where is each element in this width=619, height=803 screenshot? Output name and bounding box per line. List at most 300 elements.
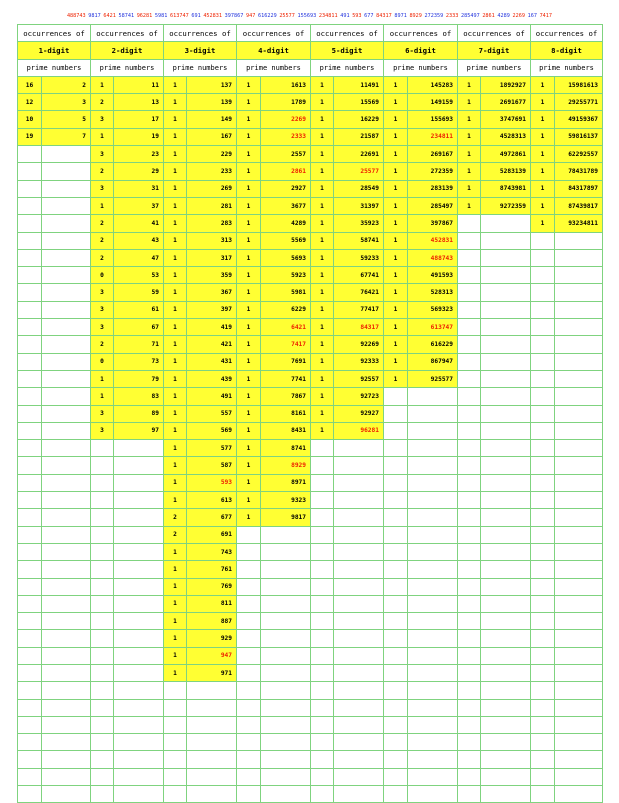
prime-number-cell: 269 [187, 180, 237, 197]
prime-number-cell: 419 [187, 319, 237, 336]
header-occurrences: occurrences of [384, 25, 458, 42]
empty-cell [334, 474, 384, 491]
empty-cell [42, 440, 91, 457]
top-number: 677 [364, 13, 374, 19]
prime-number-cell: 31397 [334, 197, 384, 214]
occurrence-count-cell: 1 [458, 94, 481, 111]
empty-cell [458, 405, 481, 422]
prime-number-cell: 59233 [334, 249, 384, 266]
empty-cell [458, 440, 481, 457]
occurrence-count-cell: 1 [237, 163, 261, 180]
occurrence-count-cell: 1 [384, 370, 408, 387]
empty-cell [42, 751, 91, 768]
occurrence-count-cell: 1 [164, 457, 187, 474]
table-row [18, 180, 603, 197]
empty-cell [311, 699, 334, 716]
occurrence-count-cell: 2 [164, 509, 187, 526]
empty-cell [384, 578, 408, 595]
empty-cell [334, 786, 384, 803]
empty-cell [458, 267, 481, 284]
top-number: 6421 [103, 13, 116, 19]
table-row [18, 111, 603, 128]
prime-number-cell: 58741 [334, 232, 384, 249]
empty-cell [531, 301, 555, 318]
table-row [18, 716, 603, 733]
empty-cell [18, 543, 42, 560]
occurrence-count-cell: 1 [311, 163, 334, 180]
table-row [18, 319, 603, 336]
occurrence-count-cell: 0 [91, 353, 114, 370]
empty-cell [91, 440, 114, 457]
occurrence-count-cell: 1 [164, 578, 187, 595]
empty-cell [311, 561, 334, 578]
prime-number-cell: 761 [187, 561, 237, 578]
prime-number-cell: 229 [187, 146, 237, 163]
occurrence-count-cell: 1 [458, 76, 481, 93]
empty-cell [18, 578, 42, 595]
empty-cell [114, 682, 164, 699]
empty-cell [481, 526, 531, 543]
empty-cell [334, 734, 384, 751]
header-prime-numbers: prime numbers [531, 59, 603, 76]
occurrence-count-cell: 2 [91, 215, 114, 232]
prime-number-cell: 971 [187, 664, 237, 681]
empty-cell [42, 232, 91, 249]
empty-cell [42, 180, 91, 197]
occurrence-count-cell: 1 [237, 180, 261, 197]
prime-number-cell: 593 [187, 474, 237, 491]
empty-cell [384, 647, 408, 664]
empty-cell [114, 768, 164, 785]
empty-cell [555, 543, 603, 560]
empty-cell [531, 422, 555, 439]
empty-cell [42, 146, 91, 163]
table-row [18, 699, 603, 716]
empty-cell [334, 457, 384, 474]
empty-cell [114, 543, 164, 560]
occurrence-count-cell: 1 [237, 301, 261, 318]
empty-cell [42, 163, 91, 180]
empty-cell [408, 630, 458, 647]
empty-cell [18, 595, 42, 612]
empty-cell [481, 457, 531, 474]
prime-number-cell: 577 [187, 440, 237, 457]
empty-cell [18, 561, 42, 578]
occurrence-count-cell: 3 [91, 405, 114, 422]
empty-cell [42, 699, 91, 716]
occurrence-count-cell: 1 [384, 180, 408, 197]
empty-cell [237, 768, 261, 785]
prime-number-cell: 1892927 [481, 76, 531, 93]
empty-cell [261, 647, 311, 664]
empty-cell [164, 768, 187, 785]
table-row [18, 405, 603, 422]
empty-cell [384, 457, 408, 474]
prime-number-cell: 78431789 [555, 163, 603, 180]
empty-cell [91, 561, 114, 578]
empty-cell [384, 440, 408, 457]
empty-cell [311, 751, 334, 768]
table-row [18, 526, 603, 543]
empty-cell [42, 664, 91, 681]
prime-number-cell: 569323 [408, 301, 458, 318]
prime-number-cell: 2691677 [481, 94, 531, 111]
empty-cell [18, 613, 42, 630]
prime-number-cell: 7867 [261, 388, 311, 405]
empty-cell [164, 682, 187, 699]
prime-number-cell: 5569 [261, 232, 311, 249]
prime-number-cell: 613747 [408, 319, 458, 336]
prime-number-cell: 9817 [261, 509, 311, 526]
empty-cell [408, 647, 458, 664]
occurrence-count-cell: 1 [311, 405, 334, 422]
empty-cell [91, 509, 114, 526]
top-number: 84317 [376, 13, 392, 19]
empty-cell [531, 457, 555, 474]
empty-cell [261, 613, 311, 630]
occurrence-count-cell: 1 [164, 370, 187, 387]
top-number: 155693 [297, 13, 317, 19]
table-row [18, 647, 603, 664]
top-number: 58741 [118, 13, 135, 19]
empty-cell [42, 630, 91, 647]
prime-number-cell: 8161 [261, 405, 311, 422]
occurrence-count-cell: 1 [384, 111, 408, 128]
empty-cell [18, 336, 42, 353]
occurrence-count-cell: 1 [164, 405, 187, 422]
occurrence-count-cell: 1 [164, 197, 187, 214]
occurrence-count-cell: 2 [91, 336, 114, 353]
occurrence-count-cell: 1 [237, 128, 261, 145]
prime-number-cell: 76421 [334, 284, 384, 301]
empty-cell [261, 561, 311, 578]
empty-cell [531, 613, 555, 630]
empty-cell [42, 647, 91, 664]
empty-cell [408, 526, 458, 543]
prime-number-cell: 71 [114, 336, 164, 353]
empty-cell [91, 768, 114, 785]
occurrence-count-cell: 19 [18, 128, 42, 145]
table-row [18, 561, 603, 578]
empty-cell [458, 232, 481, 249]
top-number: 452831 [203, 13, 223, 19]
empty-cell [481, 370, 531, 387]
prime-number-cell: 281 [187, 197, 237, 214]
top-number: 9817 [88, 13, 101, 19]
empty-cell [334, 716, 384, 733]
prime-number-cell: 769 [187, 578, 237, 595]
prime-number-cell: 811 [187, 595, 237, 612]
prime-number-cell: 691 [187, 526, 237, 543]
header-prime-numbers: prime numbers [164, 59, 237, 76]
occurrence-count-cell: 1 [531, 180, 555, 197]
empty-cell [458, 734, 481, 751]
empty-cell [237, 716, 261, 733]
prime-number-cell: 155693 [408, 111, 458, 128]
occurrence-count-cell: 1 [311, 370, 334, 387]
occurrence-count-cell: 1 [311, 267, 334, 284]
empty-cell [18, 457, 42, 474]
prime-number-cell: 2269 [261, 111, 311, 128]
top-number: 947 [246, 13, 256, 19]
table-row [18, 146, 603, 163]
occurrence-count-cell: 1 [164, 440, 187, 457]
empty-cell [42, 786, 91, 803]
prime-number-cell: 925577 [408, 370, 458, 387]
prime-number-cell: 11 [114, 76, 164, 93]
occurrence-count-cell: 1 [458, 163, 481, 180]
empty-cell [408, 578, 458, 595]
prime-number-cell: 8743981 [481, 180, 531, 197]
empty-cell [311, 768, 334, 785]
prime-number-cell: 145283 [408, 76, 458, 93]
occurrence-count-cell: 1 [531, 146, 555, 163]
prime-number-cell: 61 [114, 301, 164, 318]
table-row [18, 786, 603, 803]
prime-number-cell: 83 [114, 388, 164, 405]
empty-cell [531, 716, 555, 733]
prime-number-cell: 283 [187, 215, 237, 232]
empty-cell [458, 474, 481, 491]
empty-cell [408, 388, 458, 405]
empty-cell [42, 578, 91, 595]
top-number: 397867 [224, 13, 244, 19]
empty-cell [18, 664, 42, 681]
occurrence-count-cell: 1 [384, 336, 408, 353]
empty-cell [555, 370, 603, 387]
occurrence-count-cell: 1 [237, 284, 261, 301]
occurrence-count-cell: 1 [237, 353, 261, 370]
empty-cell [334, 630, 384, 647]
empty-cell [261, 543, 311, 560]
top-number: 4289 [497, 13, 510, 19]
prime-number-cell: 8929 [261, 457, 311, 474]
header-digit-label: 5-digit [311, 42, 384, 59]
empty-cell [481, 716, 531, 733]
header-occurrences: occurrences of [458, 25, 531, 42]
empty-cell [481, 319, 531, 336]
empty-cell [408, 768, 458, 785]
empty-cell [18, 716, 42, 733]
top-number: 5981 [154, 13, 168, 19]
empty-cell [114, 630, 164, 647]
empty-cell [18, 768, 42, 785]
occurrence-count-cell: 1 [164, 388, 187, 405]
occurrence-count-cell: 1 [164, 146, 187, 163]
prime-number-cell: 2927 [261, 180, 311, 197]
occurrence-count-cell: 1 [237, 249, 261, 266]
table-row [18, 301, 603, 318]
empty-cell [408, 682, 458, 699]
empty-cell [114, 664, 164, 681]
empty-cell [458, 526, 481, 543]
empty-cell [114, 561, 164, 578]
occurrence-count-cell: 1 [311, 319, 334, 336]
empty-cell [481, 509, 531, 526]
empty-cell [555, 647, 603, 664]
empty-cell [261, 682, 311, 699]
empty-cell [311, 492, 334, 509]
empty-cell [18, 405, 42, 422]
empty-cell [261, 526, 311, 543]
table-row [18, 128, 603, 145]
empty-cell [555, 492, 603, 509]
occurrence-count-cell: 2 [91, 163, 114, 180]
prime-number-cell: 2 [42, 76, 91, 93]
empty-cell [481, 768, 531, 785]
occurrence-count-cell: 1 [311, 76, 334, 93]
empty-cell [261, 734, 311, 751]
empty-cell [187, 734, 237, 751]
empty-cell [481, 613, 531, 630]
empty-cell [408, 492, 458, 509]
empty-cell [187, 751, 237, 768]
empty-cell [311, 734, 334, 751]
prime-number-cell: 62292557 [555, 146, 603, 163]
empty-cell [91, 786, 114, 803]
empty-cell [42, 422, 91, 439]
occurrence-count-cell: 1 [164, 353, 187, 370]
empty-cell [237, 613, 261, 630]
prime-number-cell: 439 [187, 370, 237, 387]
empty-cell [187, 786, 237, 803]
empty-cell [458, 613, 481, 630]
empty-cell [384, 682, 408, 699]
prime-number-cell: 743 [187, 543, 237, 560]
empty-cell [458, 249, 481, 266]
empty-cell [114, 492, 164, 509]
empty-cell [311, 682, 334, 699]
empty-cell [458, 388, 481, 405]
empty-cell [531, 336, 555, 353]
table-row [18, 613, 603, 630]
empty-cell [261, 768, 311, 785]
empty-cell [237, 734, 261, 751]
prime-number-cell: 89 [114, 405, 164, 422]
top-number: 285497 [460, 13, 480, 19]
empty-cell [334, 509, 384, 526]
empty-cell [237, 682, 261, 699]
empty-cell [408, 457, 458, 474]
table-row [18, 768, 603, 785]
empty-cell [555, 232, 603, 249]
header-digit-label: 7-digit [458, 42, 531, 59]
occurrence-count-cell: 3 [91, 422, 114, 439]
empty-cell [91, 595, 114, 612]
empty-cell [481, 734, 531, 751]
table-row [18, 336, 603, 353]
header-digit-label: 8-digit [531, 42, 603, 59]
empty-cell [555, 561, 603, 578]
empty-cell [531, 440, 555, 457]
empty-cell [481, 786, 531, 803]
prime-number-cell: 22691 [334, 146, 384, 163]
occurrence-count-cell: 1 [384, 197, 408, 214]
occurrence-count-cell: 1 [237, 111, 261, 128]
empty-cell [334, 664, 384, 681]
empty-cell [555, 319, 603, 336]
table-row [18, 751, 603, 768]
empty-cell [408, 595, 458, 612]
empty-cell [408, 422, 458, 439]
empty-cell [555, 751, 603, 768]
empty-cell [187, 682, 237, 699]
empty-cell [555, 768, 603, 785]
prime-number-cell: 6421 [261, 319, 311, 336]
occurrence-count-cell: 1 [311, 197, 334, 214]
prime-number-cell: 234811 [408, 128, 458, 145]
occurrence-count-cell: 1 [164, 630, 187, 647]
empty-cell [555, 578, 603, 595]
table-row [18, 543, 603, 560]
occurrence-count-cell: 1 [311, 146, 334, 163]
prime-number-cell: 283139 [408, 180, 458, 197]
occurrence-count-cell: 1 [384, 267, 408, 284]
prime-number-cell: 431 [187, 353, 237, 370]
empty-cell [531, 284, 555, 301]
empty-cell [311, 716, 334, 733]
prime-number-cell: 313 [187, 232, 237, 249]
empty-cell [481, 630, 531, 647]
prime-number-cell: 3677 [261, 197, 311, 214]
occurrence-count-cell: 0 [91, 267, 114, 284]
prime-number-cell: 31 [114, 180, 164, 197]
empty-cell [458, 716, 481, 733]
prime-number-cell: 73 [114, 353, 164, 370]
prime-number-cell: 569 [187, 422, 237, 439]
empty-cell [187, 716, 237, 733]
empty-cell [311, 457, 334, 474]
header-occurrences: occurrences of [531, 25, 603, 42]
table-row [18, 595, 603, 612]
empty-cell [408, 751, 458, 768]
empty-cell [334, 699, 384, 716]
empty-cell [458, 336, 481, 353]
empty-cell [458, 664, 481, 681]
prime-number-cell: 1613 [261, 76, 311, 93]
empty-cell [555, 716, 603, 733]
occurrence-count-cell: 2 [164, 526, 187, 543]
prime-number-cell: 92557 [334, 370, 384, 387]
prime-number-cell: 3 [42, 94, 91, 111]
occurrence-count-cell: 1 [237, 76, 261, 93]
empty-cell [114, 751, 164, 768]
empty-cell [261, 578, 311, 595]
occurrence-count-cell: 1 [237, 197, 261, 214]
empty-cell [384, 630, 408, 647]
empty-cell [531, 734, 555, 751]
occurrence-count-cell: 1 [237, 146, 261, 163]
prime-number-cell: 25577 [334, 163, 384, 180]
empty-cell [18, 492, 42, 509]
empty-cell [531, 405, 555, 422]
table-row [18, 474, 603, 491]
empty-cell [334, 561, 384, 578]
empty-cell [91, 543, 114, 560]
empty-cell [114, 578, 164, 595]
header-occurrences: occurrences of [237, 25, 311, 42]
empty-cell [481, 336, 531, 353]
prime-number-cell: 149 [187, 111, 237, 128]
occurrence-count-cell: 1 [164, 561, 187, 578]
occurrence-count-cell: 10 [18, 111, 42, 128]
empty-cell [164, 751, 187, 768]
empty-cell [18, 267, 42, 284]
top-number: 234811 [318, 13, 338, 19]
occurrence-count-cell: 1 [384, 301, 408, 318]
occurrence-count-cell: 1 [237, 319, 261, 336]
empty-cell [18, 353, 42, 370]
